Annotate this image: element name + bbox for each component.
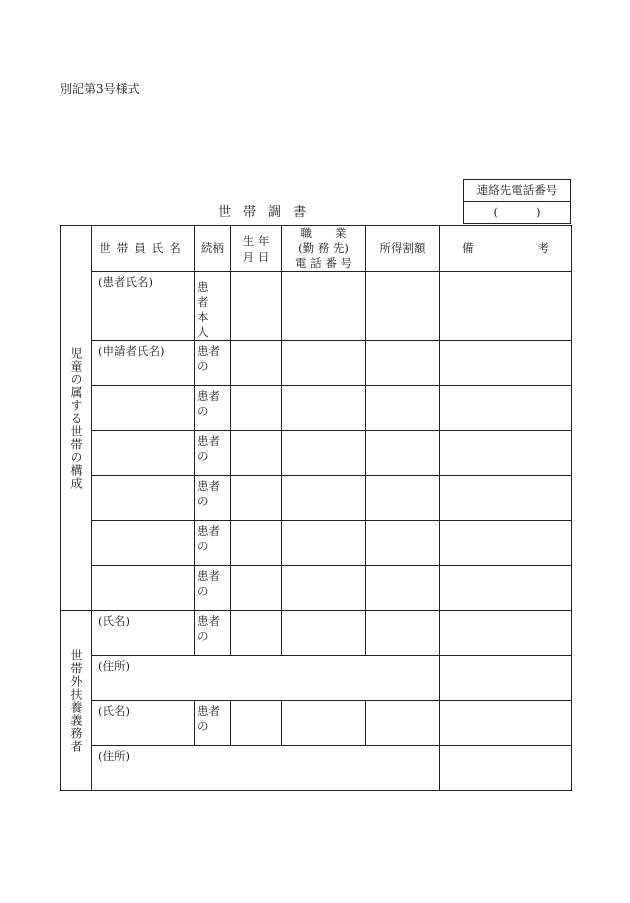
income-cell[interactable] <box>366 476 440 521</box>
birthdate-cell[interactable] <box>231 341 282 386</box>
member-name-cell[interactable] <box>92 386 195 431</box>
member-name-cell[interactable] <box>92 476 195 521</box>
section-support-label: 世帯外扶養義務者 <box>61 611 92 791</box>
support-address-cell[interactable]: (住所) <box>92 656 440 701</box>
table-row <box>61 566 572 611</box>
table-row <box>61 386 572 431</box>
occupation-cell[interactable] <box>282 272 366 341</box>
occupation-cell[interactable] <box>282 341 366 386</box>
income-cell[interactable] <box>366 431 440 476</box>
table-row <box>61 476 572 521</box>
occupation-cell[interactable] <box>282 701 366 746</box>
birthdate-cell[interactable] <box>231 521 282 566</box>
paren-open: ( <box>493 205 498 219</box>
form-number: 別記第3号様式 <box>60 82 140 96</box>
support-address-cell[interactable]: (住所) <box>92 746 440 791</box>
birthdate-cell[interactable] <box>231 386 282 431</box>
birthdate-cell[interactable] <box>231 431 282 476</box>
occupation-cell[interactable] <box>282 611 366 656</box>
occupation-cell[interactable] <box>282 521 366 566</box>
remarks-cell[interactable] <box>440 611 572 656</box>
remarks-cell[interactable] <box>440 746 572 791</box>
income-cell[interactable] <box>366 386 440 431</box>
income-cell[interactable] <box>366 701 440 746</box>
birthdate-cell[interactable] <box>231 611 282 656</box>
remarks-cell[interactable] <box>440 656 572 701</box>
occupation-cell[interactable] <box>282 476 366 521</box>
relation-cell[interactable]: 患者の <box>195 341 231 386</box>
relation-cell[interactable]: 患者の <box>195 701 231 746</box>
header-relation: 続柄 <box>195 226 231 272</box>
contact-phone-field[interactable] <box>464 202 571 224</box>
remarks-cell[interactable] <box>440 521 572 566</box>
household-table <box>60 225 572 791</box>
form-title: 世帯調書 <box>218 205 319 220</box>
relation-cell[interactable]: 患者の <box>195 566 231 611</box>
table-row <box>61 341 572 386</box>
member-name-cell[interactable] <box>92 431 195 476</box>
support-row <box>61 701 572 746</box>
birthdate-cell[interactable] <box>231 701 282 746</box>
occupation-cell[interactable] <box>282 431 366 476</box>
applicant-name-cell[interactable]: (申請者氏名) <box>92 341 195 386</box>
contact-phone-box <box>463 179 571 224</box>
relation-cell[interactable]: 患者の <box>195 431 231 476</box>
relation-cell[interactable]: 患者の <box>195 521 231 566</box>
support-row <box>61 611 572 656</box>
member-name-cell[interactable] <box>92 521 195 566</box>
birthdate-cell[interactable] <box>231 566 282 611</box>
relation-cell[interactable]: 患者の <box>195 476 231 521</box>
remarks-cell[interactable] <box>440 272 572 341</box>
header-birthdate: 生 年 月 日 <box>231 226 282 272</box>
income-cell[interactable] <box>366 611 440 656</box>
income-cell[interactable] <box>366 341 440 386</box>
section-household-label: 児童の属する世帯の構成 <box>61 226 92 611</box>
paren-close: ) <box>536 205 541 219</box>
income-cell[interactable] <box>366 566 440 611</box>
relation-cell[interactable]: 患者の <box>195 386 231 431</box>
remarks-cell[interactable] <box>440 701 572 746</box>
remarks-cell[interactable] <box>440 341 572 386</box>
table-row <box>61 521 572 566</box>
patient-name-cell[interactable]: (患者氏名) <box>92 272 195 341</box>
relation-cell[interactable]: 患者の <box>195 611 231 656</box>
remarks-cell[interactable] <box>440 566 572 611</box>
birthdate-cell[interactable] <box>231 272 282 341</box>
remarks-cell[interactable] <box>440 431 572 476</box>
header-remarks: 備 考 <box>440 226 572 272</box>
remarks-cell[interactable] <box>440 386 572 431</box>
support-name-cell[interactable]: (氏名) <box>92 611 195 656</box>
table-row <box>61 272 572 341</box>
support-address-row <box>61 746 572 791</box>
occupation-cell[interactable] <box>282 566 366 611</box>
contact-phone-label: 連絡先電話番号 <box>464 180 571 202</box>
support-address-row <box>61 656 572 701</box>
birthdate-cell[interactable] <box>231 476 282 521</box>
occupation-cell[interactable] <box>282 386 366 431</box>
patient-relation-cell: 患 者 本 人 <box>195 272 231 341</box>
member-name-cell[interactable] <box>92 566 195 611</box>
header-row <box>61 226 572 272</box>
support-name-cell[interactable]: (氏名) <box>92 701 195 746</box>
income-cell[interactable] <box>366 272 440 341</box>
table-row <box>61 431 572 476</box>
header-income: 所得割額 <box>366 226 440 272</box>
income-cell[interactable] <box>366 521 440 566</box>
remarks-cell[interactable] <box>440 476 572 521</box>
header-name: 世帯員氏名 <box>92 226 195 272</box>
header-occupation: 職 業 (勤 務 先) 電 話 番 号 <box>282 226 366 272</box>
